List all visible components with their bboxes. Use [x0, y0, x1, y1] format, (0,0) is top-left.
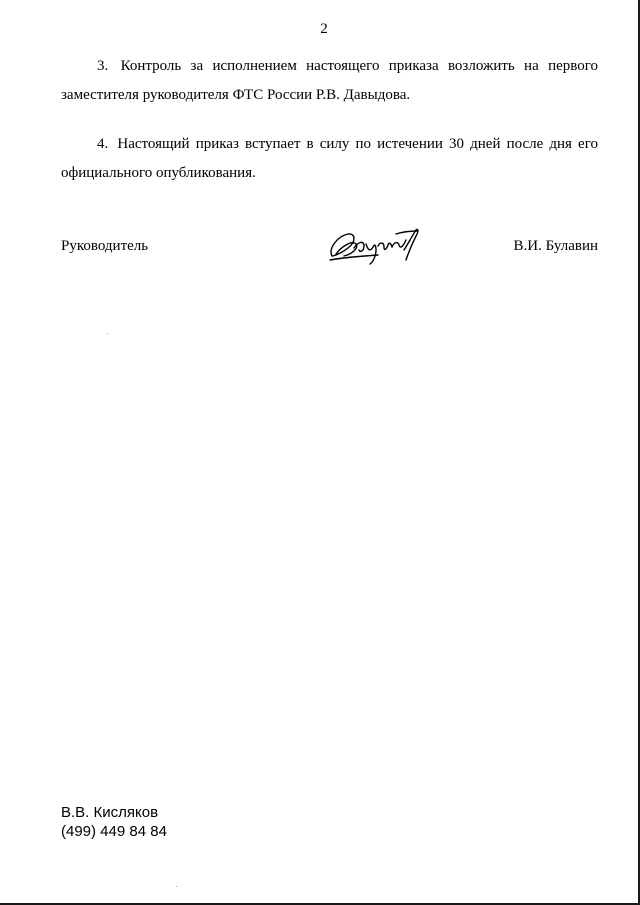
paragraph-4: [61, 130, 598, 188]
paragraph-3: [61, 52, 598, 110]
executor-phone: (499) 449 84 84: [61, 823, 167, 840]
scan-speck: [176, 886, 177, 887]
paragraph-3-number: 3.: [97, 58, 109, 74]
paragraph-4-text-1: Настоящий приказ вступает в силу по истечении 30 дней после дня его: [117, 136, 598, 152]
paragraph-3-line-1: [61, 52, 598, 81]
paragraph-4-line-1: [61, 130, 598, 159]
handwritten-signature: [326, 226, 422, 266]
paragraph-3-text-2: заместителя руководителя ФТС России Р.В. Давыдова.: [61, 87, 411, 103]
executor-block: [61, 803, 167, 841]
paragraph-4-text-2: официального опубликования.: [61, 165, 256, 181]
executor-name: В.В. Кисляков: [61, 804, 159, 821]
signatory-name: В.И. Булавин: [513, 238, 598, 254]
paragraph-3-text-1: Контроль за исполнением настоящего приказа возложить на первого: [120, 58, 599, 74]
scan-speck: [107, 333, 108, 334]
paragraph-4-number: 4.: [97, 136, 109, 152]
page-number: 2: [320, 21, 328, 37]
signatory-title: Руководитель: [61, 238, 149, 254]
